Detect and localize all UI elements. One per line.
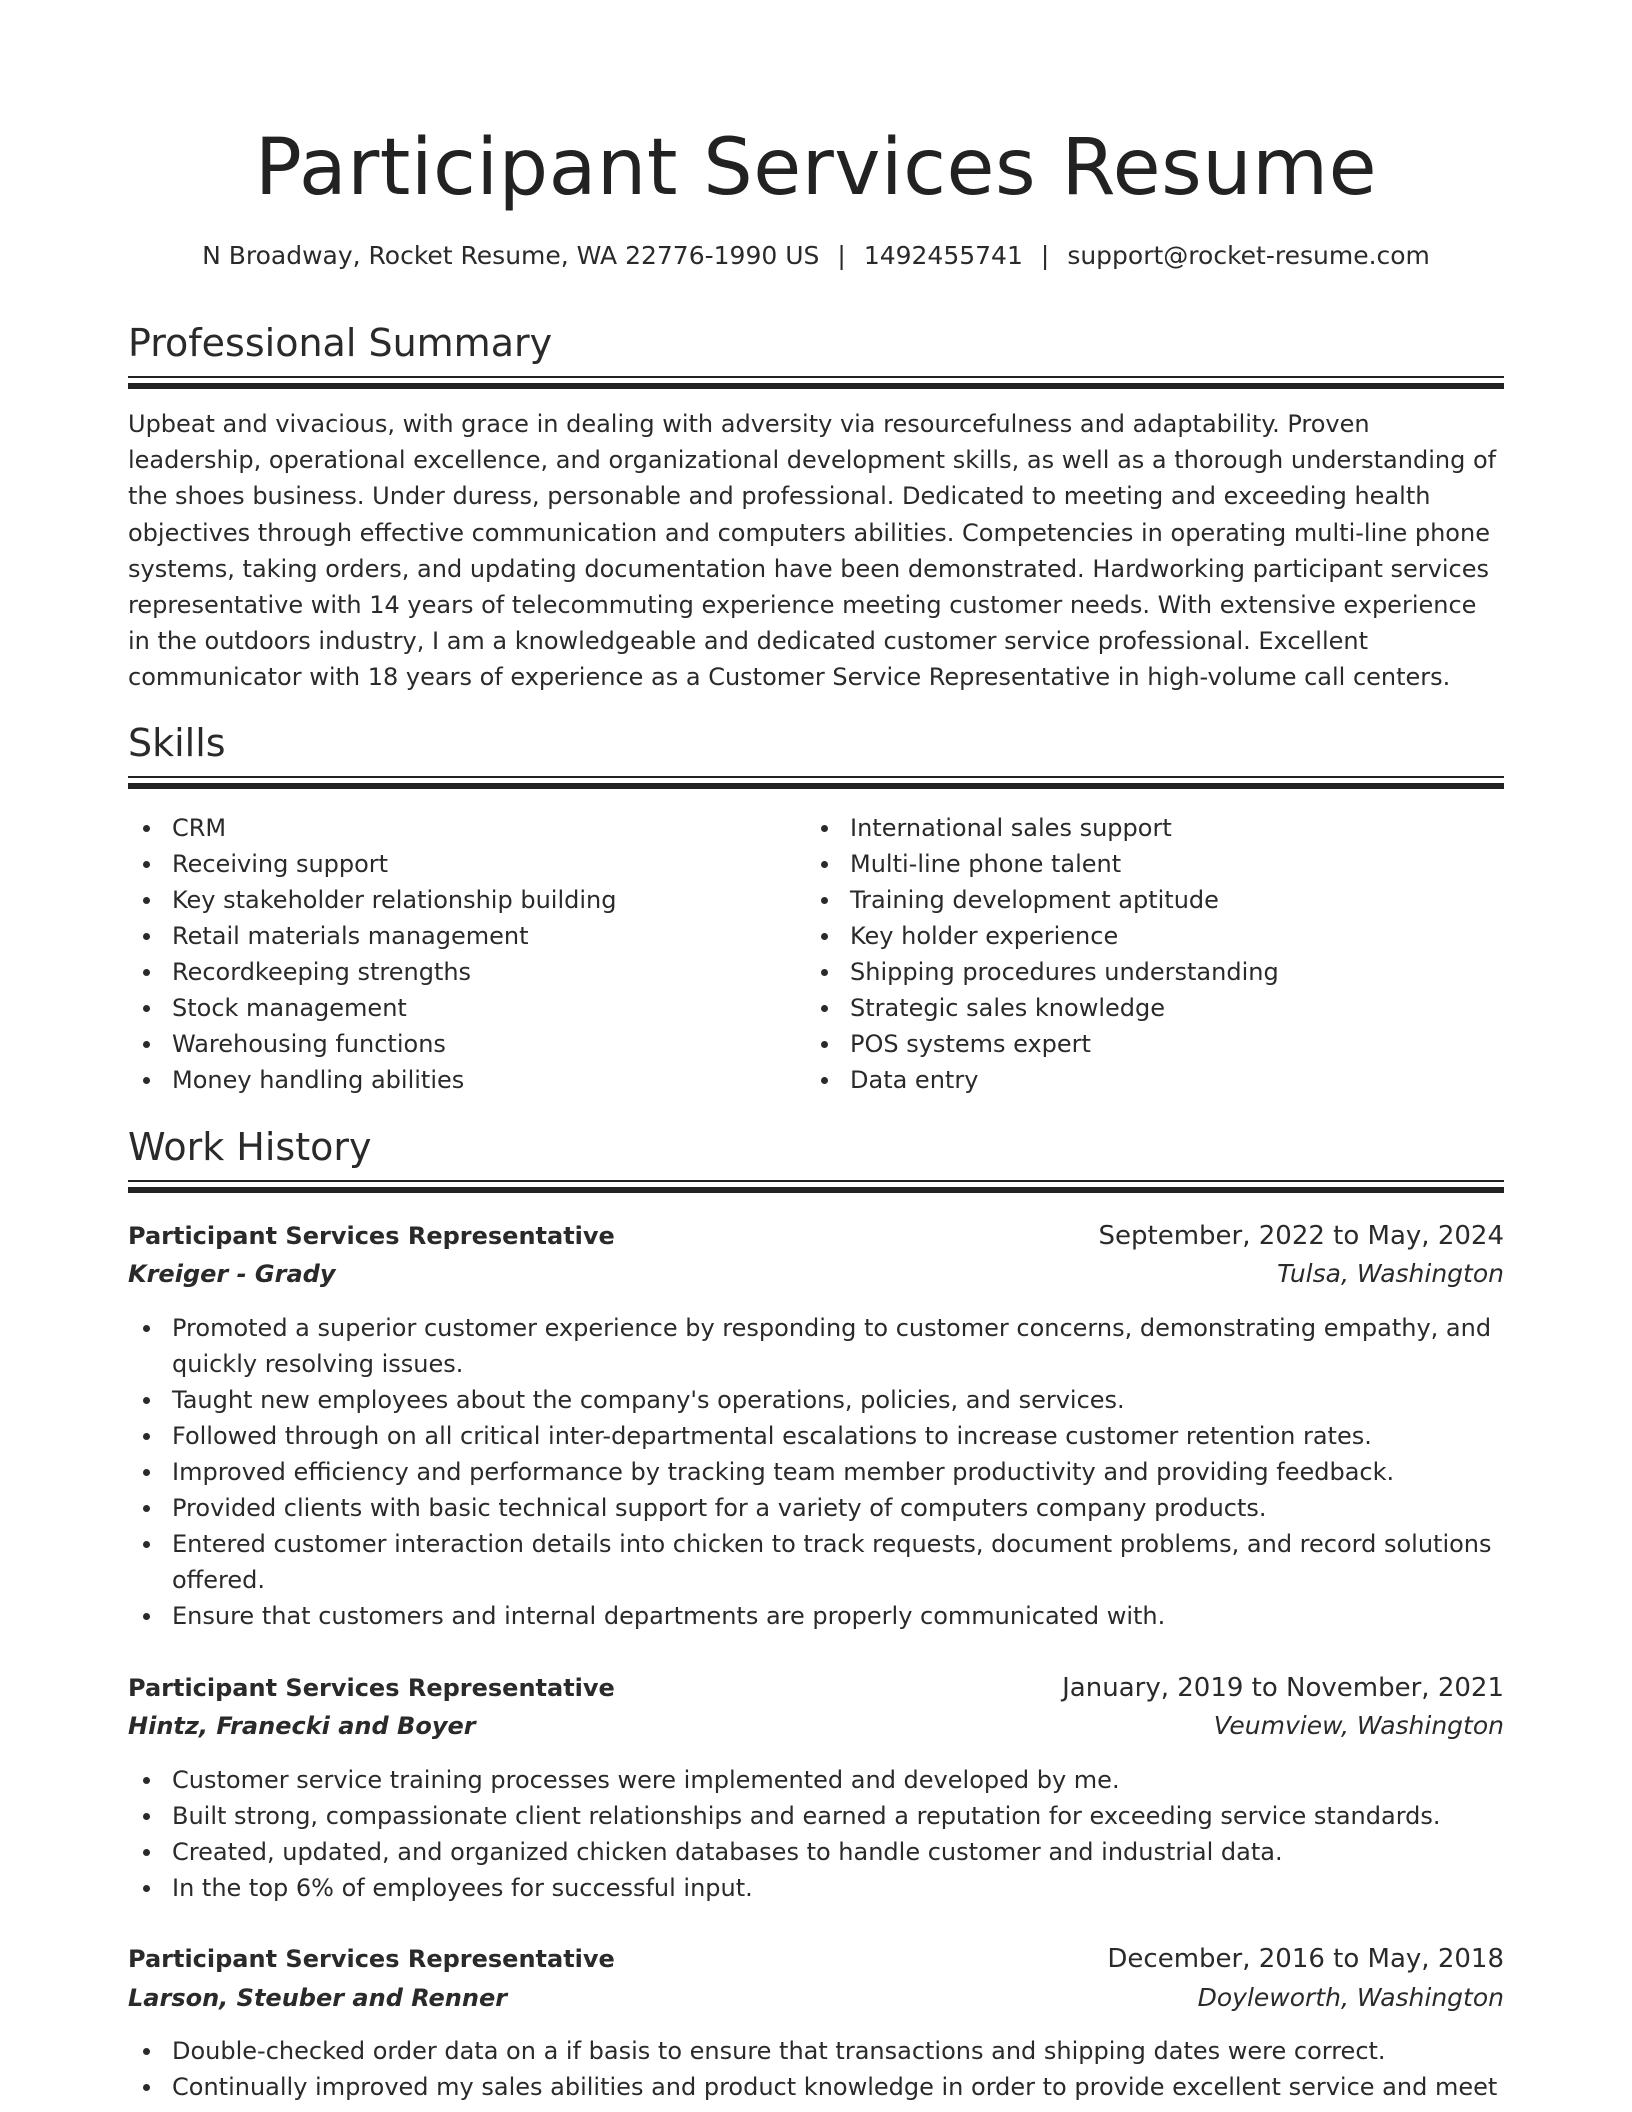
job-bullet-list xyxy=(128,2033,1504,2105)
skills-heading: Skills xyxy=(128,721,226,765)
section-divider xyxy=(128,1180,1504,1194)
job-bullet: Built strong, compassionate client relationships and earned a reputation for exceeding service standards. xyxy=(128,1798,1504,1834)
skill-item: Key holder experience xyxy=(806,918,1466,954)
job-bullet: Improved efficiency and performance by tracking team member productivity and providing feedback. xyxy=(128,1454,1504,1490)
skill-item: Data entry xyxy=(806,1062,1466,1098)
job-bullet-list xyxy=(128,1762,1504,1906)
job-bullet: Created, updated, and organized chicken databases to handle customer and industrial data. xyxy=(128,1834,1504,1870)
skill-item: Warehousing functions xyxy=(128,1026,788,1062)
skill-item: POS systems expert xyxy=(806,1026,1466,1062)
job-title: Participant Services Representative xyxy=(128,1674,615,1702)
job-company: Larson, Steuber and Renner xyxy=(128,1984,508,2012)
skill-item: Multi-line phone talent xyxy=(806,846,1466,882)
job-title: Participant Services Representative xyxy=(128,1945,615,1973)
job-bullet: Double-checked order data on a if basis to ensure that transactions and shipping dates were correct. xyxy=(128,2033,1504,2069)
skill-item: Shipping procedures understanding xyxy=(806,954,1466,990)
contact-address: N Broadway, Rocket Resume, WA 22776-1990 US xyxy=(202,241,820,270)
job-bullet: Entered customer interaction details into chicken to track requests, document problems, and record solutions offered. xyxy=(128,1526,1504,1598)
job-bullet: Provided clients with basic technical support for a variety of computers company products. xyxy=(128,1490,1504,1526)
contact-email: support@rocket-resume.com xyxy=(1067,241,1430,270)
job-bullet: Customer service training processes were implemented and developed by me. xyxy=(128,1762,1504,1798)
job-dates: September, 2022 to May, 2024 xyxy=(1098,1221,1504,1251)
skill-item: CRM xyxy=(128,810,788,846)
skills-list-right xyxy=(806,810,1466,1098)
job-bullet: Continually improved my sales abilities and product knowledge in order to provide excellent service and meet xyxy=(128,2069,1504,2105)
skill-item: Stock management xyxy=(128,990,788,1026)
contact-separator: | xyxy=(1040,241,1050,270)
skill-item: International sales support xyxy=(806,810,1466,846)
job-bullet: Promoted a superior customer experience by responding to customer concerns, demonstrating empathy, and quickly resolving issues. xyxy=(128,1310,1504,1382)
skill-item: Key stakeholder relationship building xyxy=(128,882,788,918)
job-company: Kreiger - Grady xyxy=(128,1260,336,1288)
job-bullet: Followed through on all critical inter-departmental escalations to increase customer retention rates. xyxy=(128,1418,1504,1454)
job-bullet: Ensure that customers and internal departments are properly communicated with. xyxy=(128,1598,1504,1634)
job-location: Tulsa, Washington xyxy=(1277,1259,1504,1288)
skill-item: Strategic sales knowledge xyxy=(806,990,1466,1026)
contact-phone: 1492455741 xyxy=(863,241,1023,270)
job-title: Participant Services Representative xyxy=(128,1222,615,1250)
job-location: Doyleworth, Washington xyxy=(1197,1983,1504,2012)
skill-item: Receiving support xyxy=(128,846,788,882)
job-dates: January, 2019 to November, 2021 xyxy=(1062,1673,1504,1703)
job-dates: December, 2016 to May, 2018 xyxy=(1107,1944,1504,1974)
section-divider xyxy=(128,776,1504,790)
job-bullet-list xyxy=(128,1310,1504,1634)
job-bullet: Taught new employees about the company's operations, policies, and services. xyxy=(128,1382,1504,1418)
contact-line xyxy=(128,238,1504,274)
skill-item: Money handling abilities xyxy=(128,1062,788,1098)
job-location: Veumview, Washington xyxy=(1213,1711,1504,1740)
summary-text: Upbeat and vivacious, with grace in dealing with adversity via resourcefulness and adaptability. Proven leadership, operational excellence, and organizational development skills, as well as a thorough understanding of the shoes business. Under duress, personable and professional. Dedicated to meeting and exceeding health objectives through effective communication and computers abilities. Competencies in operating multi-line phone systems, taking orders, and updating documentation have been demonstrated. Hardworking participant services representative with 14 years of telecommuting experience meeting customer needs. With extensive experience in the outdoors industry, I am a knowledgeable and dedicated customer service professional. Excellent communicator with 18 years of experience as a Customer Service Representative in high-volume call centers. xyxy=(128,410,1497,692)
skill-item: Recordkeeping strengths xyxy=(128,954,788,990)
resume-title: Participant Services Resume xyxy=(254,123,1378,213)
summary-heading: Professional Summary xyxy=(128,321,553,365)
skill-item: Training development aptitude xyxy=(806,882,1466,918)
skills-list-left xyxy=(128,810,788,1098)
job-company: Hintz, Franecki and Boyer xyxy=(128,1712,476,1740)
section-divider xyxy=(128,376,1504,390)
skill-item: Retail materials management xyxy=(128,918,788,954)
job-bullet: In the top 6% of employees for successful input. xyxy=(128,1870,1504,1906)
work-history-heading: Work History xyxy=(128,1125,372,1169)
contact-separator: | xyxy=(837,241,846,270)
